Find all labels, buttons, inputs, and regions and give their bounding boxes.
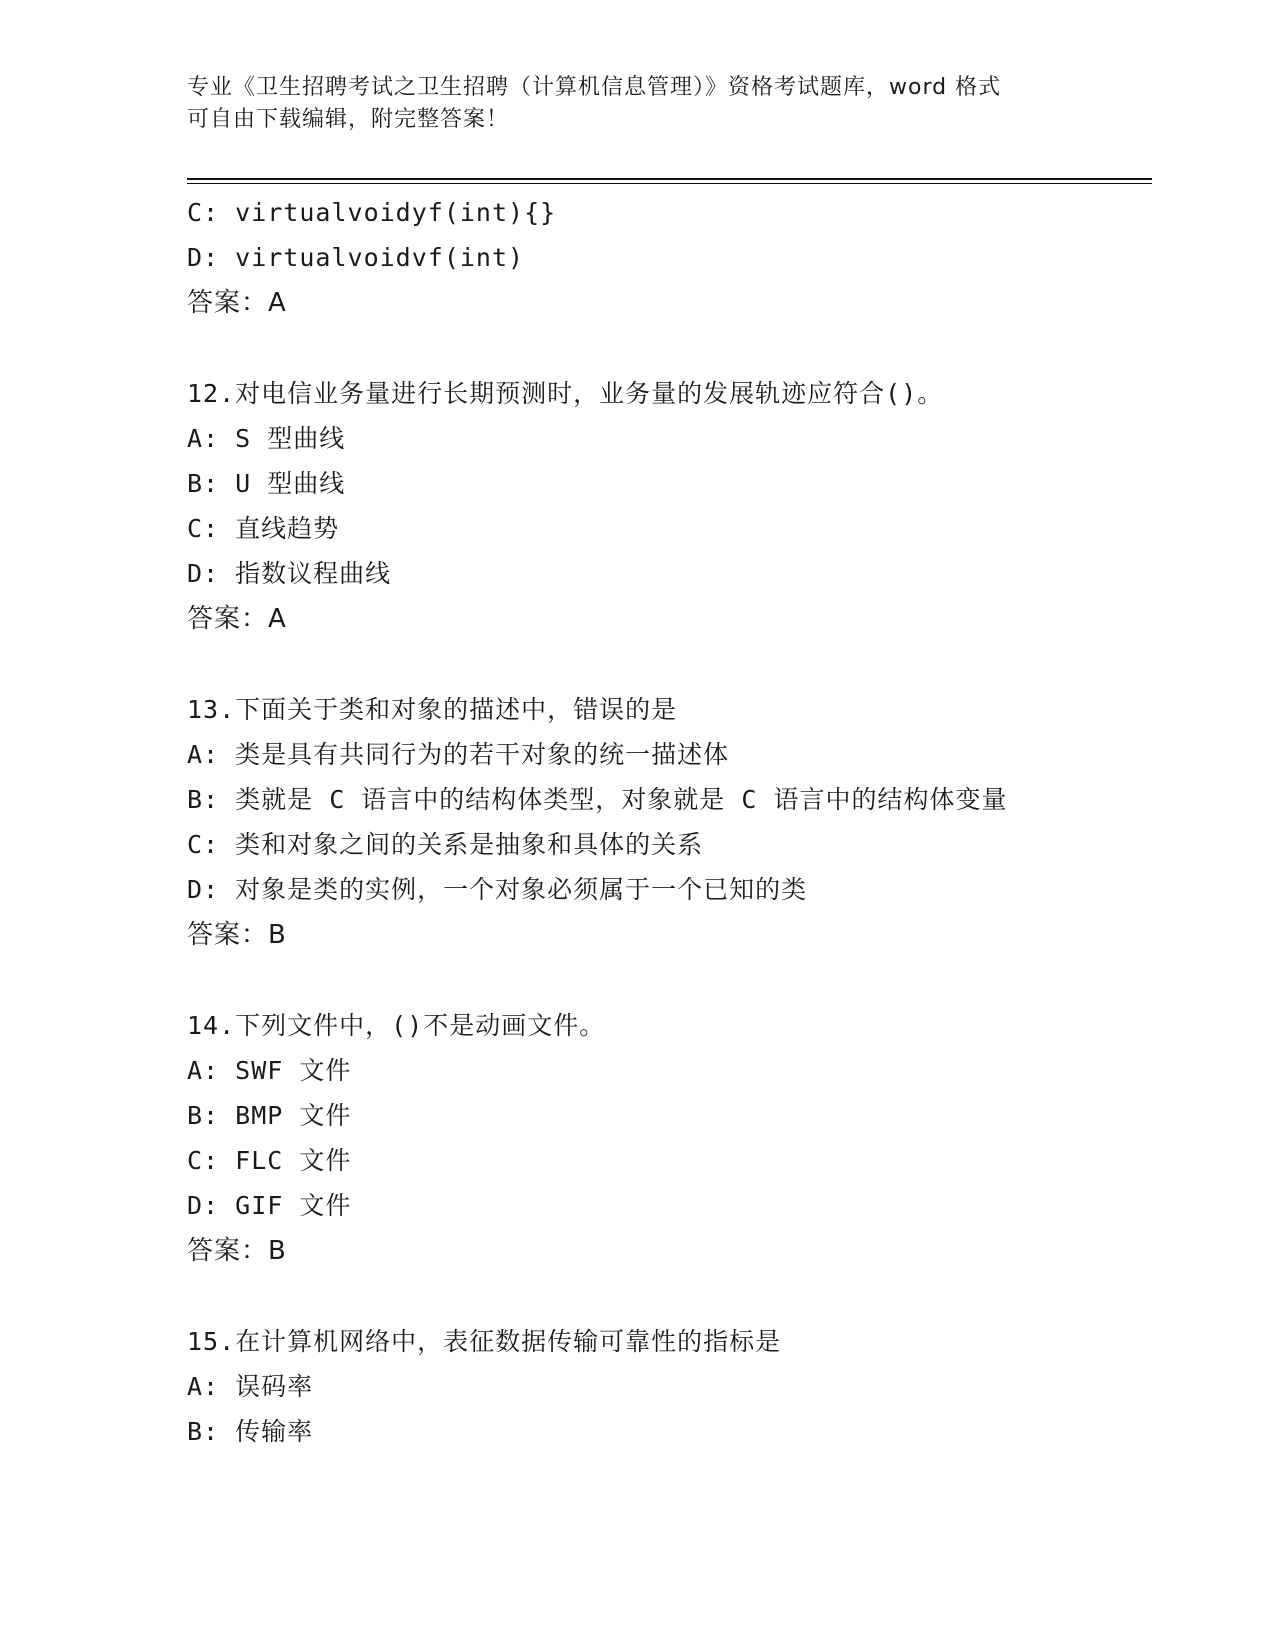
question-block-12 (187, 371, 1147, 642)
question-text: 12.对电信业务量进行长期预测时，业务量的发展轨迹应符合()。 (187, 379, 944, 408)
option-a: A: 误码率 (187, 1372, 314, 1401)
option-b: B: BMP 文件 (187, 1101, 352, 1130)
spacer (187, 642, 1147, 687)
question-block-14 (187, 1003, 1147, 1274)
header-line-2: 可自由下载编辑，附完整答案！ (187, 107, 510, 132)
answer-label: 答案：A (187, 604, 287, 634)
spacer (187, 1274, 1147, 1319)
question-text: 15.在计算机网络中，表征数据传输可靠性的指标是 (187, 1327, 782, 1356)
option-d: D: 对象是类的实例，一个对象必须属于一个已知的类 (187, 875, 808, 904)
document-header (187, 72, 1077, 136)
question-block-prev (187, 190, 1147, 326)
option-c: C: 类和对象之间的关系是抽象和具体的关系 (187, 830, 704, 859)
option-a: A: SWF 文件 (187, 1056, 352, 1085)
option-b: B: U 型曲线 (187, 469, 346, 498)
question-block-15 (187, 1319, 1147, 1454)
spacer (187, 958, 1147, 1003)
answer-label: 答案：B (187, 920, 287, 950)
option-c: C: 直线趋势 (187, 514, 340, 543)
option-d: D: 指数议程曲线 (187, 559, 392, 588)
question-block-13 (187, 687, 1147, 958)
header-divider (187, 178, 1152, 184)
answer-label: 答案：A (187, 288, 287, 318)
answer-label: 答案：B (187, 1236, 287, 1266)
spacer (187, 326, 1147, 371)
option-a: A: S 型曲线 (187, 424, 346, 453)
question-text: 13.下面关于类和对象的描述中，错误的是 (187, 695, 678, 724)
question-list (187, 190, 1147, 1454)
option-b: B: 传输率 (187, 1417, 314, 1446)
option-c: C: virtualvoidyf(int){} (187, 198, 557, 227)
question-text: 14.下列文件中，()不是动画文件。 (187, 1011, 606, 1040)
option-d: D: virtualvoidvf(int) (187, 243, 525, 272)
header-line-1: 专业《卫生招聘考试之卫生招聘（计算机信息管理）》资格考试题库，word 格式 (187, 75, 1002, 100)
option-a: A: 类是具有共同行为的若干对象的统一描述体 (187, 740, 730, 769)
option-c: C: FLC 文件 (187, 1146, 352, 1175)
option-d: D: GIF 文件 (187, 1191, 352, 1220)
option-b: B: 类就是 C 语言中的结构体类型，对象就是 C 语言中的结构体变量 (187, 785, 1008, 814)
